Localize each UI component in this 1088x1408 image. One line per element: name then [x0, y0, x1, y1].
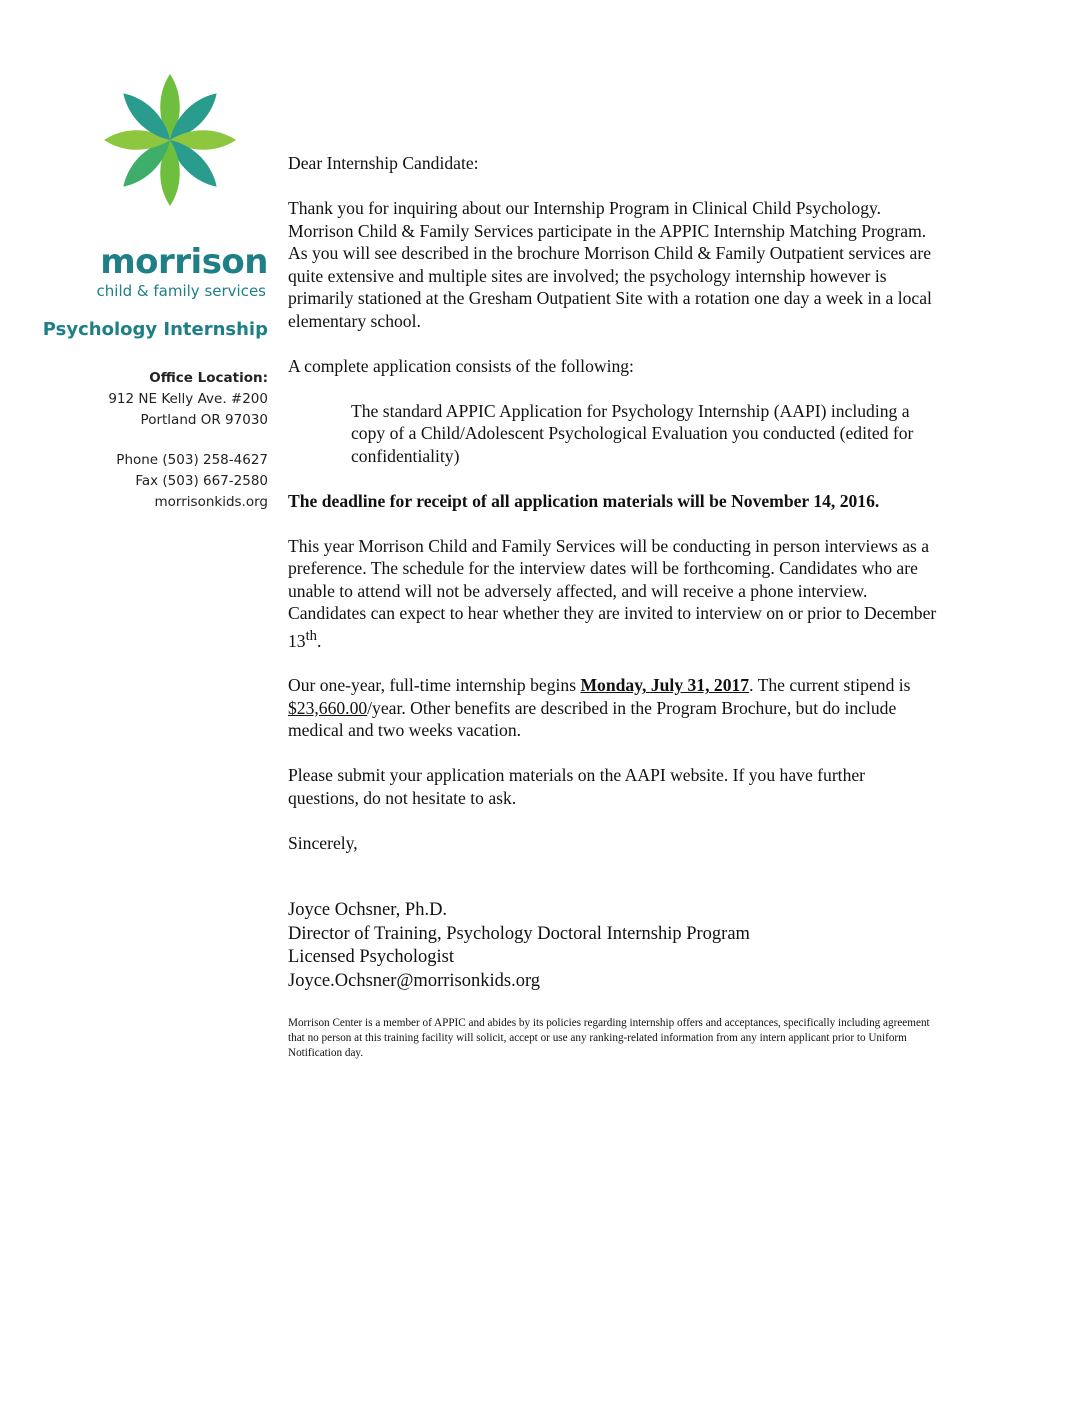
- fine-print: Morrison Center is a member of APPIC and abides by its policies regarding internship offers and acceptances, specifically including agreement that no person at this training facility will solicit, accept or use any ranking-related information from any intern applicant prior to Uniform Notification day.: [288, 1016, 930, 1059]
- stipend-amount: $23,660.00: [288, 697, 368, 718]
- letter-body: [288, 152, 938, 1083]
- deadline-notice: The deadline for receipt of all application materials will be November 14, 2016.: [288, 490, 880, 511]
- signer-license: Licensed Psychologist: [288, 947, 454, 968]
- signer-name: Joyce Ochsner, Ph.D.: [288, 900, 448, 921]
- application-intro: A complete application consists of the following:: [288, 355, 634, 376]
- stipend-paragraph: [288, 674, 938, 742]
- stipend-text-b: . The current stipend is: [749, 675, 911, 696]
- phone-number: Phone (503) 258-4627: [116, 452, 268, 468]
- program-name: Psychology Internship: [42, 319, 268, 340]
- brand-name: morrison: [100, 242, 268, 282]
- stipend-text-a: Our one-year, full-time internship begins: [288, 675, 581, 696]
- contact-block: [108, 368, 268, 513]
- signer-email[interactable]: Joyce.Ochsner@morrisonkids.org: [288, 970, 541, 991]
- pinwheel-logo-icon: [100, 70, 240, 210]
- office-label: Office Location:: [149, 370, 268, 386]
- interview-text: This year Morrison Child and Family Services will be conducting in person interviews as a preference. The schedule for the interview dates will be forthcoming. Candidates who are unable to attend will not be adversely affected, and will receive a phone interview. Candidates can expect to hear whether they are invited to interview on or prior to December 13: [288, 535, 937, 651]
- start-date: Monday, July 31, 2017: [580, 675, 750, 696]
- application-item: The standard APPIC Application for Psychology Internship (AAPI) including a copy of a Child/Adolescent Psychological Evaluation you conducted (edited for confidentiality): [351, 400, 914, 466]
- signer-title: Director of Training, Psychology Doctoral Internship Program: [288, 923, 750, 944]
- stipend-text-c: /year. Other benefits are described in the Program Brochure, but do include medical and two weeks vacation.: [288, 697, 897, 741]
- signature-block: [288, 899, 938, 993]
- fax-number: Fax (503) 667-2580: [135, 473, 268, 489]
- closing: Sincerely,: [288, 832, 358, 853]
- intro-paragraph: Thank you for inquiring about our Internship Program in Clinical Child Psychology. Morrison Child & Family Services participate in the APPIC Internship Matching Program. As you will see described in the brochure Morrison Child & Family Outpatient services are quite extensive and multiple sites are involved; the psychology internship however is primarily stationed at the Gresham Outpatient Site with a rotation one day a week in a local elementary school.: [288, 198, 932, 331]
- salutation: Dear Internship Candidate:: [288, 153, 479, 173]
- brand-subtitle: child & family services: [96, 282, 266, 300]
- website-link[interactable]: morrisonkids.org: [154, 494, 268, 510]
- interview-end: .: [317, 630, 322, 651]
- ordinal-suffix: th: [305, 627, 317, 644]
- submit-paragraph: Please submit your application materials on the AAPI website. If you have further questions, do not hesitate to ask.: [288, 765, 866, 808]
- interview-paragraph: [288, 535, 938, 652]
- address-line1: 912 NE Kelly Ave. #200: [108, 391, 268, 407]
- address-line2: Portland OR 97030: [140, 412, 268, 428]
